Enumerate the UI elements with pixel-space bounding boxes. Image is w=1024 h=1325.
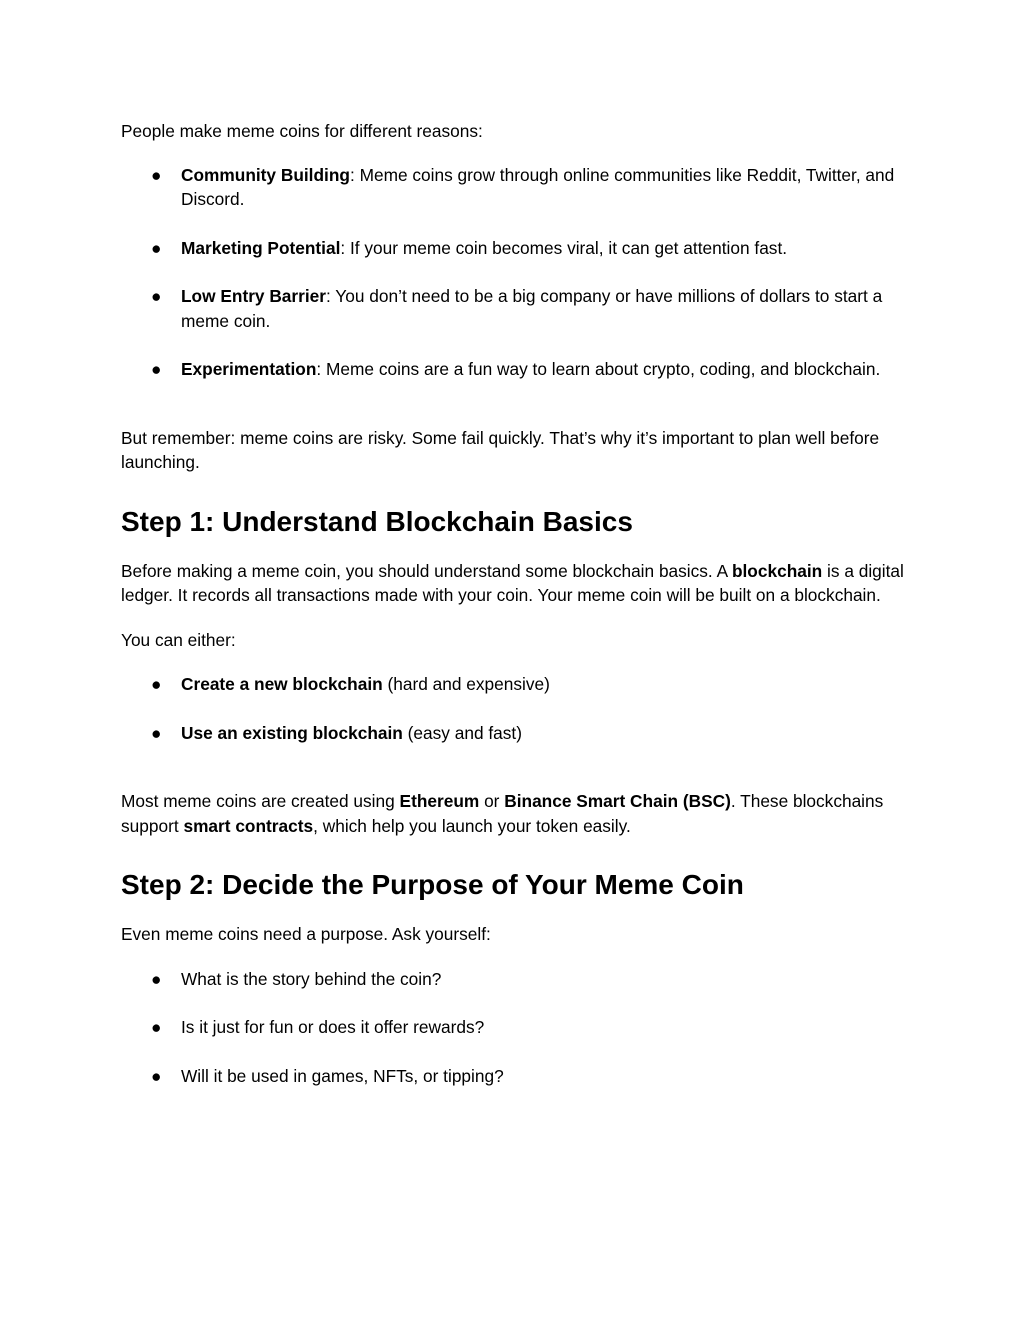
reason-term: Low Entry Barrier xyxy=(181,286,327,306)
text-run-bold: Ethereum xyxy=(399,791,480,811)
option-desc: (easy and fast) xyxy=(402,722,522,743)
step2-heading: Step 2: Decide the Purpose of Your Meme Coin xyxy=(121,869,744,900)
reasons-list xyxy=(121,163,906,382)
questions-list xyxy=(121,967,906,1089)
list-item xyxy=(121,1015,906,1040)
text-run: . These blockchains support xyxy=(121,791,884,836)
options-list xyxy=(121,672,906,745)
list-item xyxy=(121,1064,906,1089)
list-item xyxy=(121,236,906,261)
reason-term: Marketing Potential xyxy=(181,237,341,258)
list-item xyxy=(121,721,906,746)
reason-desc: : If your meme coin becomes viral, it can get attention fast. xyxy=(340,237,788,258)
text-run: , which help you launch your token easily. xyxy=(313,815,631,836)
question-text: Will it be used in games, NFTs, or tipping? xyxy=(181,1065,504,1086)
bullet-icon: ● xyxy=(151,359,162,379)
text-run-bold: Binance Smart Chain (BSC) xyxy=(504,791,731,811)
either-paragraph: You can either: xyxy=(121,629,236,650)
reason-term: Community Building xyxy=(181,164,350,185)
bullet-icon: ● xyxy=(151,286,162,306)
list-item xyxy=(121,357,906,382)
option-term: Create a new blockchain xyxy=(181,674,383,694)
reason-desc: : Meme coins grow through online communities like Reddit, Twitter, and Discord. xyxy=(181,164,895,209)
bullet-icon: ● xyxy=(151,968,162,989)
text-run-bold: smart contracts xyxy=(183,815,314,836)
text-run: is a digital ledger. It records all transactions made with your coin. Your meme coin will be built on a blockchain. xyxy=(121,560,904,605)
warning-paragraph: But remember: meme coins are risky. Some fail quickly. That’s why it’s important to plan well before launching. xyxy=(121,427,880,472)
blockchain-paragraph xyxy=(121,789,906,838)
bullet-icon: ● xyxy=(151,674,162,694)
list-item xyxy=(121,672,906,697)
option-term: Use an existing blockchain xyxy=(181,722,403,743)
question-text: Is it just for fun or does it offer rewards? xyxy=(181,1017,485,1037)
document-page xyxy=(121,119,906,1088)
text-run-bold: blockchain xyxy=(731,560,823,581)
reason-desc: : Meme coins are a fun way to learn about crypto, coding, and blockchain. xyxy=(316,359,881,379)
bullet-icon: ● xyxy=(151,1065,162,1086)
option-desc: (hard and expensive) xyxy=(382,674,550,694)
bullet-icon: ● xyxy=(151,237,162,258)
question-text: What is the story behind the coin? xyxy=(181,968,442,989)
text-run: or xyxy=(479,791,505,811)
text-run: Before making a meme coin, you should understand some blockchain basics. A xyxy=(121,560,732,581)
reason-term: Experimentation xyxy=(181,359,317,379)
reason-desc: : You don’t need to be a big company or have millions of dollars to start a meme coin. xyxy=(181,286,883,331)
bullet-icon: ● xyxy=(151,722,162,743)
list-item xyxy=(121,967,906,992)
step1-paragraph xyxy=(121,559,906,608)
list-item xyxy=(121,163,906,212)
text-run: Most meme coins are created using xyxy=(121,791,400,811)
step1-heading: Step 1: Understand Blockchain Basics xyxy=(121,505,633,537)
intro-paragraph: People make meme coins for different reasons: xyxy=(121,121,483,141)
list-item xyxy=(121,284,906,333)
step2-intro: Even meme coins need a purpose. Ask yourself: xyxy=(121,924,491,944)
bullet-icon: ● xyxy=(151,164,162,185)
bullet-icon: ● xyxy=(151,1017,162,1037)
